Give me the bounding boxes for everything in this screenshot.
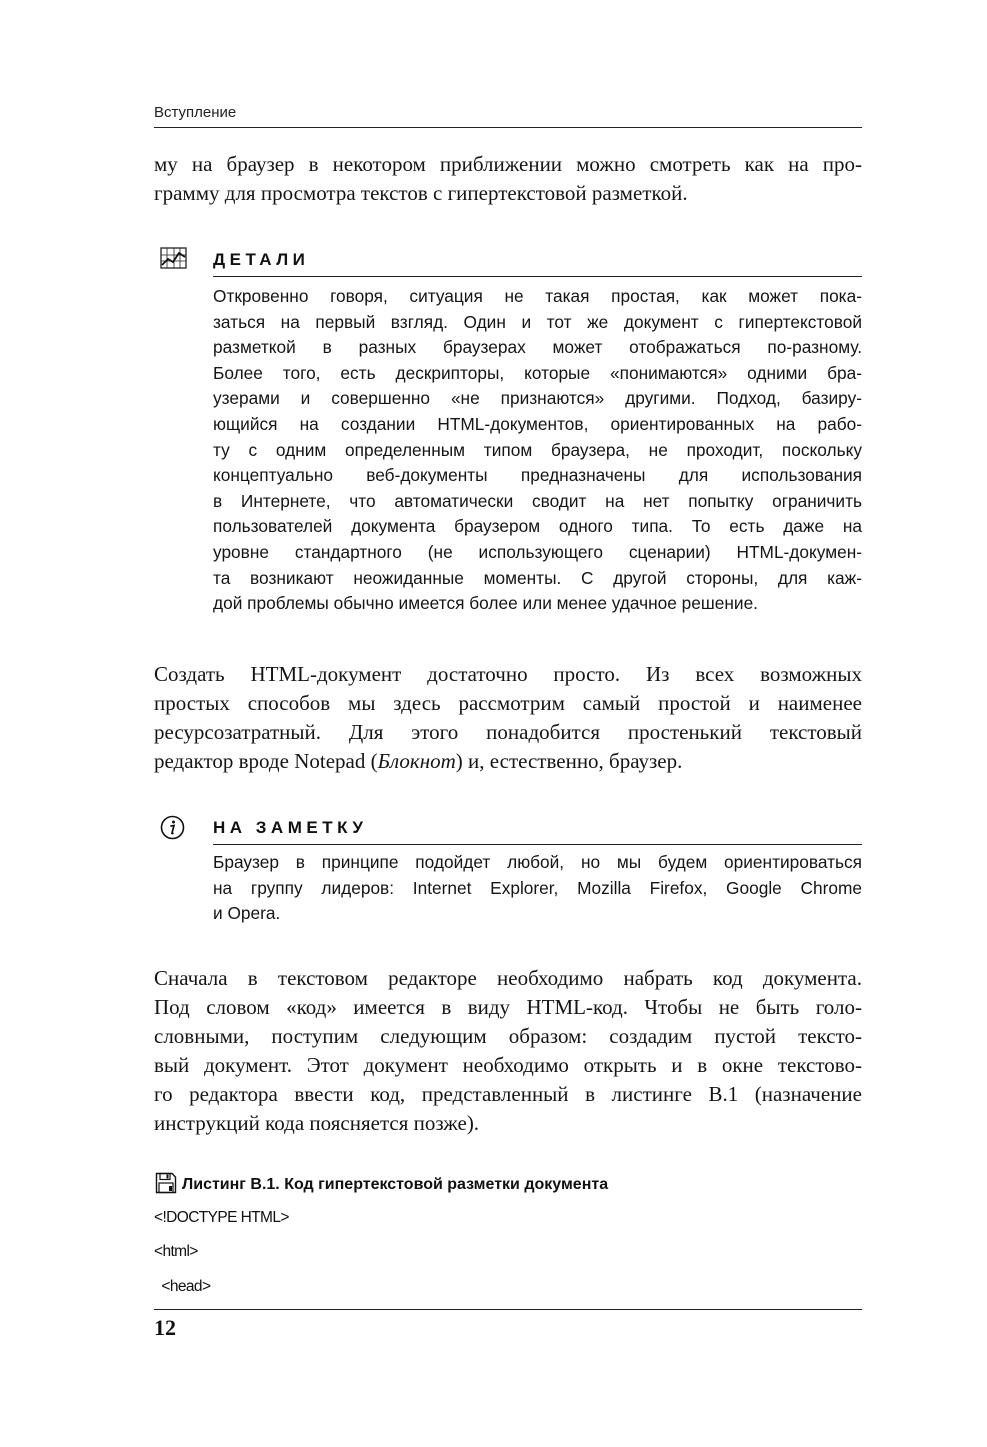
text-line: ющийся на создании HTML-документов, ориентированных на рабо- <box>213 413 862 434</box>
note-title: НА ЗАМЕТКУ <box>213 818 368 837</box>
text-line: разметкой в разных браузерах может отображаться по-разному. <box>213 337 862 358</box>
page-number: 12 <box>154 1315 176 1340</box>
paragraph-create-document <box>154 660 862 776</box>
text-line: го редактора ввести код, представленный в листинге В.1 (назначение <box>154 1082 862 1106</box>
code-line: <head> <box>154 1278 211 1295</box>
text-line: Под словом «код» имеется в виду HTML-код. Чтобы не быть голо- <box>154 995 862 1019</box>
listing-caption <box>155 1172 608 1194</box>
text-fragment: ) и, естественно, браузер. <box>455 749 683 773</box>
paragraph-code-intro <box>154 964 862 1138</box>
text-line: словными, поступим следующим образом: создадим пустой тексто- <box>154 1024 862 1048</box>
running-head: Вступление <box>154 104 237 121</box>
text-line: ту с одним определенным типом браузера, не проходит, поскольку <box>213 439 862 460</box>
info-icon <box>160 815 185 840</box>
text-line: Сначала в текстовом редакторе необходимо набрать код документа. <box>154 966 862 990</box>
text-line: му на браузер в некотором приближении можно смотреть как на про- <box>154 152 862 176</box>
text-line: пользователей документа браузером одного типа. То есть даже на <box>213 516 862 537</box>
note-rule <box>213 844 862 845</box>
text-line: Создать HTML-документ достаточно просто. Из всех возможных <box>154 662 862 686</box>
text-line: Более того, есть дескрипторы, которые «понимаются» одними бра- <box>213 362 862 383</box>
details-title: ДЕТАЛИ <box>213 250 310 269</box>
text-line: концептуально веб-документы предназначены для использования <box>213 465 862 486</box>
details-rule <box>213 276 862 277</box>
text-line: и Opera. <box>213 903 281 924</box>
listing-caption-text: Листинг В.1. Код гипертекстовой разметки документа <box>182 1176 609 1193</box>
floppy-disk-icon <box>155 1172 177 1194</box>
footer-rule <box>154 1309 862 1310</box>
text-line: грамму для просмотра текстов с гипертекстовой разметкой. <box>154 181 688 205</box>
code-line: <html> <box>154 1243 198 1260</box>
text-line <box>154 747 862 776</box>
text-fragment: редактор вроде Notepad ( <box>154 749 378 773</box>
text-line: инструкций кода поясняется позже). <box>154 1111 480 1135</box>
text-line: уровне стандартного (не использующего сценарии) HTML-докумен- <box>213 541 862 562</box>
code-line: <!DOCTYPE HTML> <box>154 1209 289 1226</box>
text-line: Браузер в принципе подойдет любой, но мы будем ориентироваться <box>213 852 862 872</box>
text-line: та возникают неожиданные моменты. С другой стороны, для каж- <box>213 567 862 588</box>
header-rule <box>154 127 862 128</box>
text-line: Откровенно говоря, ситуация не такая простая, как может пока- <box>213 286 862 306</box>
italic-term: Блокнот <box>377 749 456 773</box>
text-line: простых способов мы здесь рассмотрим самый простой и наименее <box>154 691 862 715</box>
details-body <box>213 284 862 617</box>
paragraph-continuation <box>154 150 862 208</box>
chart-icon <box>160 247 187 269</box>
text-line: узерами и совершенно «не признаются» другими. Подход, базиру- <box>213 388 862 409</box>
text-line: в Интернете, что автоматически сводит на нет попытку ограничить <box>213 490 862 511</box>
note-body <box>213 850 862 927</box>
text-line: на группу лидеров: Internet Explorer, Mozilla Firefox, Google Chrome <box>213 877 862 898</box>
text-line: вый документ. Этот документ необходимо открыть и в окне текстово- <box>154 1053 862 1077</box>
text-line: дой проблемы обычно имеется более или менее удачное решение. <box>213 593 758 614</box>
text-line: заться на первый взгляд. Один и тот же документ с гипертекстовой <box>213 311 862 332</box>
text-line: ресурсозатратный. Для этого понадобится простенький текстовый <box>154 720 862 744</box>
